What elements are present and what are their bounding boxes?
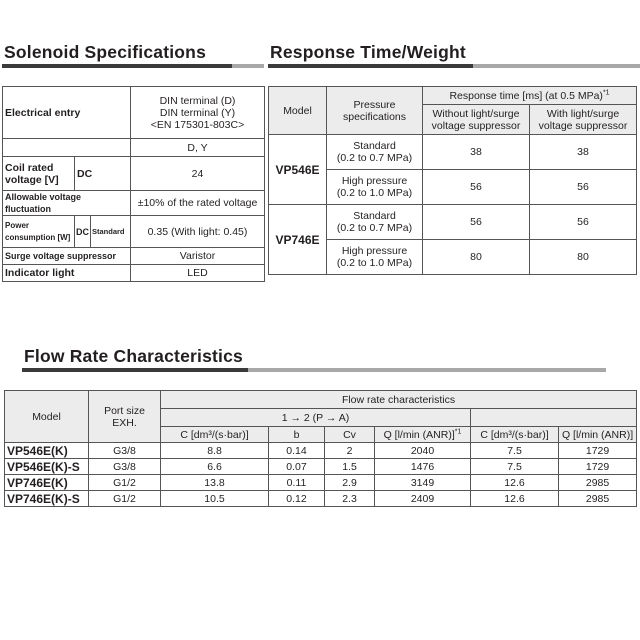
pressure-spec-range: (0.2 to 1.0 MPa) [336, 187, 413, 199]
power-label-line2: consumption [W] [5, 232, 71, 242]
flow-port: G1/2 [89, 491, 161, 507]
pressure-spec-range: (0.2 to 0.7 MPa) [336, 152, 413, 164]
flow-title-underline [22, 368, 606, 372]
with-header-line1: With light/surge [546, 107, 620, 120]
flow-col-cv: Cv [325, 427, 375, 443]
power-standard-label: Standard [91, 216, 131, 248]
electrical-entry-spacer [3, 139, 131, 157]
pressure-spec [327, 170, 423, 205]
pressure-header-line2: specifications [342, 110, 407, 123]
flow-c: 6.6 [161, 459, 269, 475]
flow-b: 0.07 [269, 459, 325, 475]
footnote-mark: *1 [602, 89, 610, 96]
flow-port: G1/2 [89, 475, 161, 491]
table-row [269, 205, 637, 240]
flow-b: 0.11 [269, 475, 325, 491]
fluctuation-label: Allowable voltage fluctuation [3, 191, 131, 216]
pressure-spec-name: Standard [353, 210, 396, 222]
pressure-spec-name: Standard [353, 140, 396, 152]
power-label-line1: Power [5, 220, 30, 230]
electrical-entry-din [131, 87, 265, 139]
response-time-header-text: Response time [ms] (at 0.5 MPa) [449, 89, 603, 102]
flow-q: 1476 [375, 459, 471, 475]
table-row [5, 475, 637, 491]
fluctuation-value: ±10% of the rated voltage [131, 191, 265, 216]
response-without-value: 80 [423, 240, 530, 275]
flow-c: 13.8 [161, 475, 269, 491]
flow-cv: 2.9 [325, 475, 375, 491]
coil-rated-label [3, 157, 75, 191]
flow-title: Flow Rate Characteristics [24, 346, 243, 366]
response-without-value: 38 [423, 135, 530, 170]
flow-q: 2409 [375, 491, 471, 507]
flow-cv: 1.5 [325, 459, 375, 475]
indicator-light-label: Indicator light [3, 265, 131, 282]
solenoid-title: Solenoid Specifications [4, 42, 206, 62]
flow-port: G3/8 [89, 443, 161, 459]
pressure-spec [327, 240, 423, 275]
response-with-value: 56 [530, 170, 637, 205]
table-row [5, 443, 637, 459]
flow-b: 0.12 [269, 491, 325, 507]
flow-cv: 2 [325, 443, 375, 459]
entry-codes: D, Y [131, 139, 265, 157]
flow-q2: 2985 [559, 491, 637, 507]
response-without-value: 56 [423, 205, 530, 240]
response-with-value: 56 [530, 205, 637, 240]
flow-c2: 7.5 [471, 443, 559, 459]
solenoid-title-underline [2, 64, 264, 68]
pressure-spec-name: High pressure [341, 175, 408, 187]
flow-col-c2: C [dm³/(s·bar)] [471, 427, 559, 443]
without-header-line1: Without light/surge [432, 107, 520, 120]
flow-c2: 12.6 [471, 491, 559, 507]
response-title: Response Time/Weight [270, 42, 466, 62]
din-y-text: DIN terminal (Y) [159, 106, 236, 119]
with-header-line2: voltage suppressor [538, 119, 628, 132]
pressure-spec-range: (0.2 to 0.7 MPa) [336, 222, 413, 234]
power-consumption-label [3, 216, 75, 248]
response-with-value: 80 [530, 240, 637, 275]
surge-suppressor-label: Surge voltage suppressor [3, 248, 131, 265]
flow-model: VP546E(K)-S [5, 459, 89, 475]
en-standard-text: <EN 175301-803C> [150, 118, 245, 131]
coil-value: 24 [131, 157, 265, 191]
solenoid-spec-table [2, 86, 265, 282]
electrical-entry-label: Electrical entry [3, 87, 131, 139]
flow-col-characteristics: Flow rate characteristics [161, 391, 637, 409]
table-row [5, 459, 637, 475]
port-header-line2: EXH. [112, 416, 137, 429]
flow-c2: 7.5 [471, 459, 559, 475]
flow-b: 0.14 [269, 443, 325, 459]
flow-col-q2: Q [l/min (ANR)] [559, 427, 637, 443]
pressure-spec-name: High pressure [341, 245, 408, 257]
response-with-value: 38 [530, 135, 637, 170]
table-row [269, 135, 637, 170]
response-model: VP746E [269, 205, 327, 275]
pressure-spec [327, 205, 423, 240]
flow-model: VP746E(K)-S [5, 491, 89, 507]
response-col-with [530, 105, 637, 135]
flow-q2: 1729 [559, 443, 637, 459]
footnote-mark: *1 [454, 428, 462, 435]
response-time-table [268, 86, 637, 275]
pressure-header-line1: Pressure [353, 98, 396, 111]
pressure-spec-range: (0.2 to 1.0 MPa) [336, 257, 413, 269]
flow-col-direction: 1 → 2 (P → A) [161, 409, 471, 427]
without-header-line2: voltage suppressor [431, 119, 521, 132]
flow-model: VP546E(K) [5, 443, 89, 459]
coil-dc-label: DC [75, 157, 131, 191]
flow-c: 10.5 [161, 491, 269, 507]
flow-c: 8.8 [161, 443, 269, 459]
flow-cv: 2.3 [325, 491, 375, 507]
flow-col-q-text: Q [l/min (ANR)] [383, 428, 455, 441]
din-d-text: DIN terminal (D) [159, 94, 236, 107]
coil-label-line2: voltage [V] [5, 173, 59, 186]
surge-suppressor-value: Varistor [131, 248, 265, 265]
flow-c2: 12.6 [471, 475, 559, 491]
flow-col-q [375, 427, 471, 443]
coil-label-line1: Coil rated [5, 161, 54, 174]
flow-rate-table [4, 390, 637, 507]
table-row [5, 491, 637, 507]
response-title-underline [268, 64, 640, 68]
indicator-light-value: LED [131, 265, 265, 282]
response-col-model: Model [269, 87, 327, 135]
flow-model: VP746E(K) [5, 475, 89, 491]
flow-q2: 1729 [559, 459, 637, 475]
response-col-pressure [327, 87, 423, 135]
power-value: 0.35 (With light: 0.45) [131, 216, 265, 248]
response-without-value: 56 [423, 170, 530, 205]
response-col-without [423, 105, 530, 135]
response-model: VP546E [269, 135, 327, 205]
flow-q2: 2985 [559, 475, 637, 491]
flow-col-port [89, 391, 161, 443]
flow-col-model: Model [5, 391, 89, 443]
pressure-spec [327, 135, 423, 170]
flow-col-c: C [dm³/(s·bar)] [161, 427, 269, 443]
port-header-line1: Port size [104, 404, 145, 417]
flow-q: 2040 [375, 443, 471, 459]
response-col-response-time [423, 87, 637, 105]
flow-col-direction-2 [471, 409, 637, 427]
power-dc-label: DC [75, 216, 91, 248]
flow-col-b: b [269, 427, 325, 443]
flow-q: 3149 [375, 475, 471, 491]
flow-port: G3/8 [89, 459, 161, 475]
